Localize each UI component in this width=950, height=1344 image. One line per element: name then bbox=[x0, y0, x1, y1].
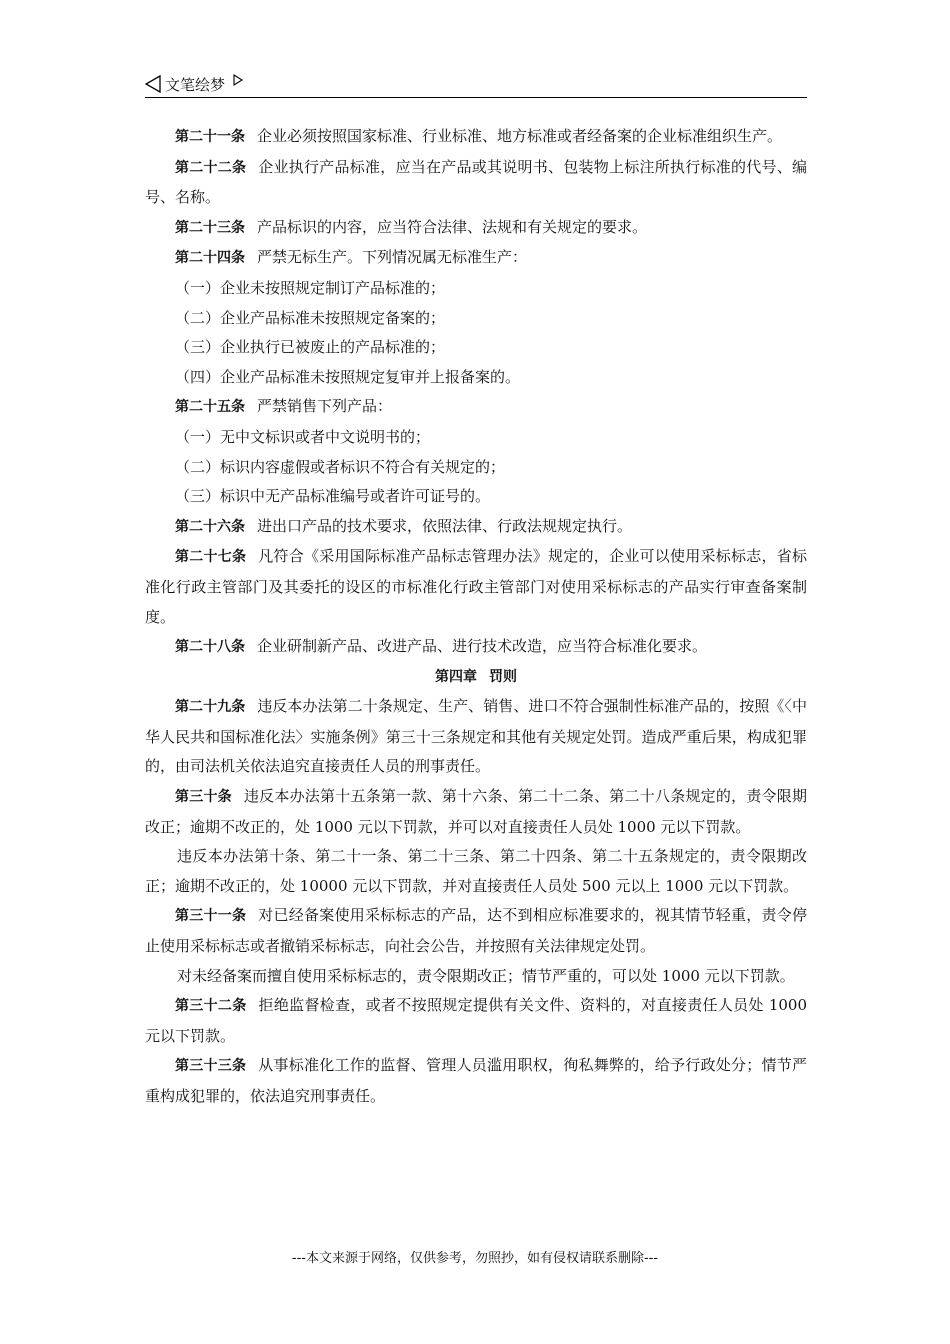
list-item: （一）无中文标识或者中文说明书的； bbox=[175, 427, 431, 446]
article-label: 第二十四条 bbox=[175, 250, 245, 267]
list-item: （一）企业未按照规定制订产品标准的； bbox=[175, 278, 446, 297]
list-item: （四）企业产品标准未按照规定复审并上报备案的。 bbox=[175, 367, 521, 386]
article-26 bbox=[145, 512, 807, 543]
chapter-number: 第四章 bbox=[435, 668, 477, 685]
article-label: 第二十二条 bbox=[175, 159, 247, 176]
article-32 bbox=[145, 991, 807, 1051]
article-24 bbox=[145, 243, 807, 274]
page-header bbox=[145, 72, 807, 96]
article-text: 凡符合《采用国际标准产品标志管理办法》规定的，企业可以使用采标标志，省标准化行政主管部门及其委托的设区的市标准化行政主管部门对使用采标标志的产品实行审查备案制度。 bbox=[145, 547, 807, 626]
article-label: 第二十六条 bbox=[175, 518, 245, 535]
article-31-para-2: 对未经备案而擅自使用采标标志的，责令限期改正；情节严重的，可以处 1000 元以下罚款。 bbox=[177, 966, 795, 985]
article-31 bbox=[145, 901, 807, 961]
article-text: 产品标识的内容，应当符合法律、法规和有关规定的要求。 bbox=[257, 217, 648, 236]
article-label: 第二十一条 bbox=[175, 129, 245, 145]
list-item: （二）企业产品标准未按照规定备案的； bbox=[175, 308, 446, 327]
article-21 bbox=[145, 122, 807, 153]
article-27 bbox=[145, 542, 807, 632]
article-29 bbox=[145, 692, 807, 782]
chapter-name: 罚则 bbox=[489, 668, 517, 685]
list-item: （三）企业执行已被废止的产品标准的； bbox=[175, 338, 446, 357]
triangle-right-icon bbox=[233, 74, 243, 86]
article-label: 第二十三条 bbox=[175, 219, 245, 236]
article-text: 企业必须按照国家标准、行业标准、地方标准或者经备案的企业标准组织生产。 bbox=[257, 127, 783, 145]
article-label: 第二十七条 bbox=[175, 549, 247, 566]
article-text: 从事标准化工作的监督、管理人员滥用职权，徇私舞弊的，给予行政处分；情节严重构成犯罪的，依法追究刑事责任。 bbox=[145, 1056, 807, 1105]
article-23 bbox=[145, 213, 807, 244]
article-30-para-2: 违反本办法第十条、第二十一条、第二十三条、第二十四条、第二十五条规定的，责令限期改正；逾期不改正的，处 10000 元以下罚款，并对直接责任人员处 500 元以上 1000 元以下罚款。 bbox=[145, 847, 807, 895]
article-label: 第三十三条 bbox=[175, 1058, 247, 1075]
article-text: 企业执行产品标准，应当在产品或其说明书、包装物上标注所执行标准的代号、编号、名称。 bbox=[145, 157, 807, 207]
footer-disclaimer: ---本文来源于网络，仅供参考，勿照抄，如有侵权请联系删除--- bbox=[291, 1251, 659, 1266]
article-label: 第三十条 bbox=[175, 789, 232, 806]
article-22 bbox=[145, 153, 807, 213]
triangle-left-icon bbox=[145, 75, 161, 93]
article-label: 第二十八条 bbox=[175, 639, 245, 656]
list-item: （三）标识中无产品标准编号或者许可证号的。 bbox=[175, 487, 491, 506]
article-text: 严禁销售下列产品： bbox=[257, 397, 393, 416]
header-title: 文笔绘梦 bbox=[165, 76, 226, 94]
article-label: 第二十五条 bbox=[175, 399, 245, 416]
article-33 bbox=[145, 1051, 807, 1111]
chapter-heading bbox=[145, 663, 807, 693]
article-text: 违反本办法第二十条规定、生产、销售、进口不符合强制性标准产品的，按照《〈中华人民共和国标准化法〉实施条例》第三十三条规定和其他有关规定处罚。造成严重后果，构成犯罪的，由司法机关依法追究直接责任人员的刑事责任。 bbox=[145, 697, 807, 776]
article-text: 严禁无标生产。下列情况属无标准生产： bbox=[257, 248, 528, 267]
article-28 bbox=[145, 632, 807, 663]
header-rule bbox=[145, 97, 807, 98]
article-label: 第三十一条 bbox=[175, 908, 247, 925]
document-body bbox=[145, 122, 807, 1112]
article-label: 第三十二条 bbox=[175, 998, 247, 1015]
article-text: 拒绝监督检查，或者不按照规定提供有关文件、资料的，对直接责任人员处 1000 元以下罚款。 bbox=[145, 996, 807, 1045]
list-item: （二）标识内容虚假或者标识不符合有关规定的； bbox=[175, 457, 506, 476]
article-text: 企业研制新产品、改进产品、进行技术改造，应当符合标准化要求。 bbox=[257, 637, 708, 656]
article-25 bbox=[145, 392, 807, 423]
article-text: 对已经备案使用采标标志的产品，达不到相应标准要求的，视其情节轻重，责令停止使用采标标志或者撤销采标标志，向社会公告，并按照有关法律规定处罚。 bbox=[145, 906, 807, 956]
article-text: 违反本办法第十五条第一款、第十六条、第二十二条、第二十八条规定的，责令限期改正；逾期不改正的，处 1000 元以下罚款，并可以对直接责任人员处 1000 元以下罚款。 bbox=[145, 787, 807, 836]
article-30 bbox=[145, 782, 807, 842]
article-text: 进出口产品的技术要求，依照法律、行政法规规定执行。 bbox=[257, 516, 633, 535]
article-label: 第二十九条 bbox=[175, 699, 246, 716]
